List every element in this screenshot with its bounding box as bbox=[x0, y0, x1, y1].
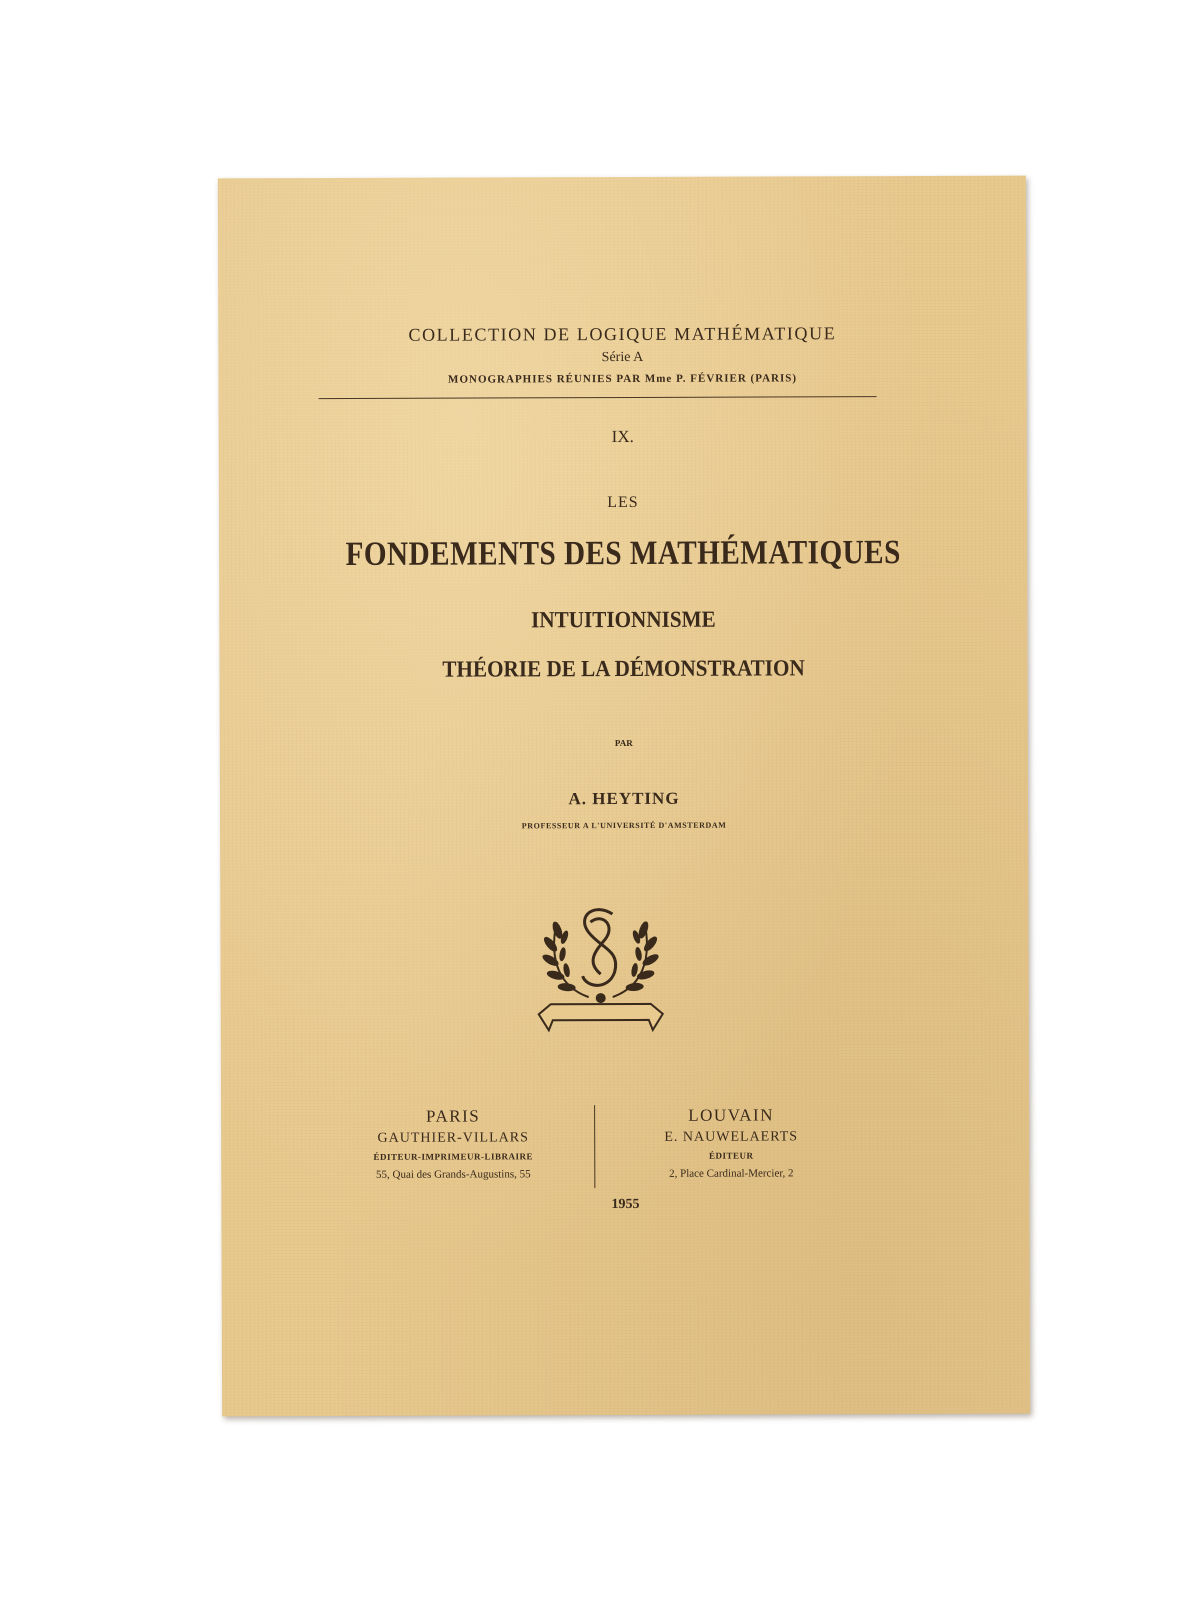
publisher-role: ÉDITEUR-IMPRIMEUR-LIBRAIRE bbox=[373, 1151, 534, 1162]
publisher-name: GAUTHIER-VILLARS bbox=[377, 1130, 529, 1146]
publisher-city: LOUVAIN bbox=[688, 1105, 775, 1125]
subtitle-intuitionnisme: INTUITIONNISME bbox=[531, 606, 716, 633]
subtitle-theorie: THÉORIE DE LA DÉMONSTRATION bbox=[442, 655, 805, 682]
by-label: PAR bbox=[614, 737, 633, 749]
publisher-address: 55, Quai des Grands-Augustins, 55 bbox=[375, 1168, 531, 1181]
publisher-address: 2, Place Cardinal-Mercier, 2 bbox=[669, 1167, 794, 1180]
publisher-louvain bbox=[591, 1104, 871, 1185]
publisher-city: PARIS bbox=[426, 1106, 481, 1126]
publication-year: 1955 bbox=[611, 1196, 640, 1213]
title-article: LES bbox=[607, 493, 639, 512]
volume-number: IX. bbox=[611, 426, 634, 447]
collection-title: COLLECTION DE LOGIQUE MATHÉMATIQUE bbox=[408, 323, 837, 345]
book-cover bbox=[218, 176, 1030, 1417]
publisher-monogram-wreath-icon bbox=[530, 892, 671, 1037]
author-name: A. HEYTING bbox=[568, 788, 680, 809]
series-label: Série A bbox=[601, 349, 644, 366]
publisher-role: ÉDITEUR bbox=[708, 1150, 754, 1161]
main-title: FONDEMENTS DES MATHÉMATIQUES bbox=[345, 534, 901, 573]
author-affiliation: PROFESSEUR A L'UNIVERSITÉ D'AMSTERDAM bbox=[521, 820, 727, 831]
editor-line: MONOGRAPHIES RÉUNIES PAR Mme P. FÉVRIER (PARIS) bbox=[448, 372, 798, 386]
publisher-paris bbox=[313, 1105, 593, 1186]
publisher-name: E. NAUWELAERTS bbox=[664, 1129, 799, 1145]
header-rule bbox=[319, 396, 877, 399]
